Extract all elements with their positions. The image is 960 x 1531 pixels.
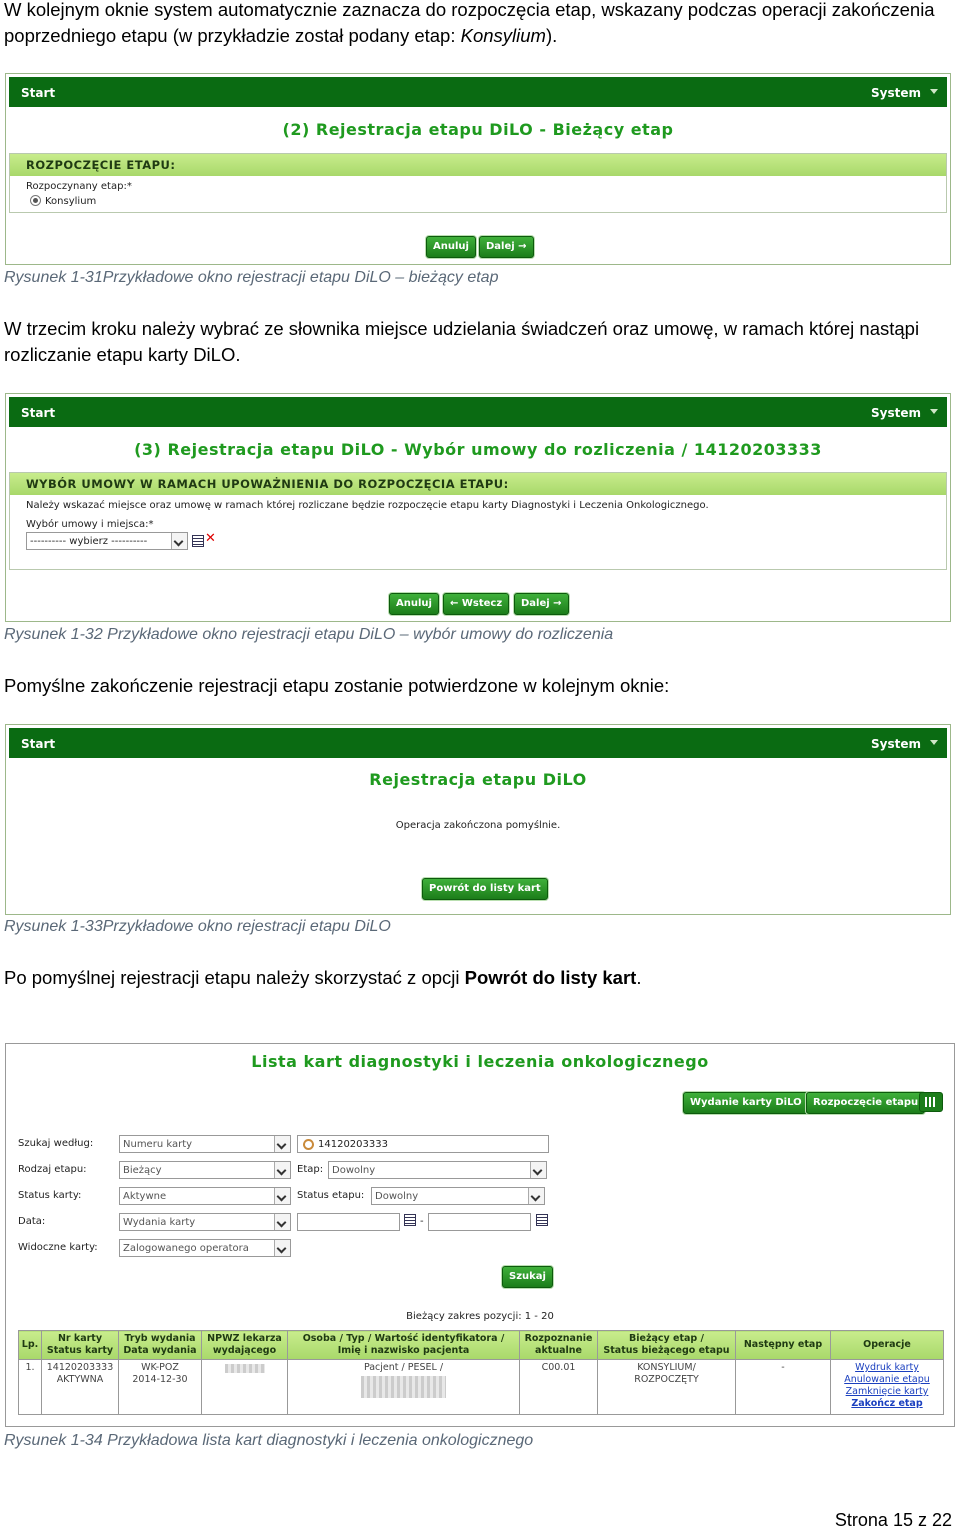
cell-card: 14120203333 AKTYWNA [42,1360,119,1415]
start-menu[interactable]: Start [21,86,56,100]
columns-icon[interactable] [919,1092,943,1112]
card-status-select[interactable]: Aktywne [119,1187,291,1205]
redacted-patient [361,1376,446,1398]
figure-caption: Rysunek 1-34 Przykładowa lista kart diagnostyki i leczenia onkologicznego [4,1432,534,1449]
top-bar [9,728,947,758]
cell-stage: KONSYLIUM/ ROZPOCZĘTY [598,1360,736,1415]
section-header: WYBÓR UMOWY W RAMACH UPOWAŻNIENIA DO ROZPOCZĘCIA ETAPU: [10,473,946,495]
search-by-label: Szukaj według: [18,1138,94,1149]
table-row [19,1360,944,1415]
end-stage-link[interactable]: Zakończ etap [851,1398,923,1409]
cancel-button[interactable]: Anuluj [389,593,439,615]
field-label: Wybór umowy i miejsca:* [26,519,154,530]
section-header: ROZPOCZĘCIE ETAPU: [10,154,946,176]
figure-caption: Rysunek 1-31Przykładowe okno rejestracji etapu DiLO – bieżący etap [4,269,499,286]
window-title: (3) Rejestracja etapu DiLO - Wybór umowy do rozliczenia / 14120203333 [134,440,822,459]
system-menu[interactable]: System [871,406,921,420]
card-table [18,1330,944,1415]
cell-diagnosis: C00.01 [520,1360,598,1415]
cancel-button[interactable]: Anuluj [426,236,476,258]
visible-cards-select[interactable]: Zalogowanego operatora [119,1239,291,1257]
chevron-down-icon[interactable] [930,740,938,745]
redacted-npwz [225,1364,265,1373]
col-next-stage: Następny etap [736,1331,831,1360]
stage-label: Etap: [297,1164,324,1175]
cell-patient: Pacjent / PESEL / [288,1360,520,1415]
range-info: Bieżący zakres pozycji: 1 - 20 [406,1311,554,1322]
print-card-link[interactable]: Wydruk karty [855,1362,919,1373]
system-menu[interactable]: System [871,86,921,100]
figure-caption: Rysunek 1-32 Przykładowe okno rejestracji etapu DiLO – wybór umowy do rozliczenia [4,626,614,643]
start-stage-button[interactable]: Rozpoczęcie etapu [806,1092,925,1114]
col-operations: Operacje [831,1331,944,1360]
col-mode-date: Tryb wydania Data wydania [119,1331,202,1360]
search-icon [303,1139,314,1150]
col-npwz: NPWZ lekarza wydającego [202,1331,288,1360]
date-label: Data: [18,1216,46,1227]
chevron-down-icon[interactable] [930,89,938,94]
stage-type-select[interactable]: Bieżący [119,1161,291,1179]
chevron-down-icon [528,1188,544,1204]
radio-button[interactable] [30,195,41,206]
cell-mode: WK-POZ 2014-12-30 [119,1360,202,1415]
chevron-down-icon [274,1162,290,1178]
chevron-down-icon [274,1188,290,1204]
system-menu[interactable]: System [871,737,921,751]
search-by-select[interactable]: Numeru karty [119,1135,291,1153]
chevron-down-icon [274,1136,290,1152]
chevron-down-icon [274,1214,290,1230]
figure-caption: Rysunek 1-33Przykładowe okno rejestracji etapu DiLO [4,918,391,935]
contract-select[interactable] [26,532,188,550]
window-title: Rejestracja etapu DiLO [369,770,587,789]
paragraph-intro: W kolejnym oknie system automatycznie zaznacza do rozpoczęcia etap, wskazany podczas operacji zakończenia poprzedniego etapu (w przykładzie został podany etap: Konsylium). [4,0,935,46]
cell-next: - [736,1360,831,1415]
calendar-icon[interactable] [404,1214,416,1226]
issue-card-button[interactable]: Wydanie karty DiLO [683,1092,809,1114]
success-message: Operacja zakończona pomyślnie. [395,820,561,831]
screenshot-current-stage [5,73,951,265]
search-button[interactable]: Szukaj [502,1266,553,1288]
paragraph-step3: W trzecim kroku należy wybrać ze słownika miejsce udzielania świadczeń oraz umowę, w ramach której nastąpi rozliczanie etapu karty DiLO. [4,318,920,365]
contract-section [9,472,947,570]
date-type-select[interactable]: Wydania karty [119,1213,291,1231]
screenshot-card-list [5,1043,955,1427]
paragraph-confirmation: Pomyślne zakończenie rejestracji etapu zostanie potwierdzone w kolejnym oknie: [4,675,670,696]
field-label: Rozpoczynany etap:* [26,181,132,192]
radio-dot-icon [33,198,38,203]
cell-npwz [202,1360,288,1415]
table-header-row [19,1331,944,1360]
col-lp: Lp. [19,1331,42,1360]
date-separator: - [420,1216,424,1227]
col-current-stage: Bieżący etap / Status bieżącego etapu [598,1331,736,1360]
date-to-input[interactable] [428,1213,531,1231]
clear-icon[interactable]: ✕ [205,531,216,546]
screenshot-success [5,724,951,915]
back-button[interactable]: ← Wstecz [443,593,509,615]
stage-type-label: Rodzaj etapu: [18,1164,87,1175]
list-icon[interactable] [192,535,204,547]
stage-select[interactable]: Dowolny [328,1161,547,1179]
info-text: Należy wskazać miejsce oraz umowę w ramach której rozliczane będzie rozpoczęcie etapu karty Diagnostyki i Leczenia Onkologicznego. [26,500,709,511]
next-button[interactable]: Dalej → [479,236,534,258]
chevron-down-icon[interactable] [930,409,938,414]
card-status-label: Status karty: [18,1190,82,1201]
stage-status-label: Status etapu: [297,1190,365,1201]
return-to-list-button[interactable]: Powrót do listy kart [422,878,548,900]
visible-cards-label: Widoczne karty: [18,1242,98,1253]
screenshot-contract-selection [5,393,951,622]
window-title: Lista kart diagnostyki i leczenia onkologicznego [251,1052,709,1071]
start-menu[interactable]: Start [21,406,56,420]
page-number: Strona 15 z 22 [834,1510,952,1530]
top-bar [9,397,947,427]
close-card-link[interactable]: Zamknięcie karty [845,1386,929,1397]
col-patient: Osoba / Typ / Wartość identyfikatora / Imię i nazwisko pacjenta [288,1331,520,1360]
date-from-input[interactable] [297,1213,400,1231]
col-diagnosis: Rozpoznanie aktualne [520,1331,598,1360]
cancel-stage-link[interactable]: Anulowanie etapu [844,1374,930,1385]
chevron-down-icon [171,533,187,549]
cell-ops [831,1360,944,1415]
next-button[interactable]: Dalej → [514,593,569,615]
chevron-down-icon [274,1240,290,1256]
select-value: ---------- wybierz ---------- [30,536,148,547]
top-bar [9,77,947,107]
start-menu[interactable]: Start [21,737,56,751]
stage-start-section [9,153,947,213]
stage-status-select[interactable]: Dowolny [371,1187,545,1205]
paragraph-return: Po pomyślnej rejestracji etapu należy skorzystać z opcji Powrót do listy kart. [4,967,642,988]
chevron-down-icon [530,1162,546,1178]
cell-lp: 1. [19,1360,42,1415]
col-card-no: Nr karty Status karty [42,1331,119,1360]
window-title: (2) Rejestracja etapu DiLO - Bieżący etap [282,120,674,139]
search-input[interactable]: 14120203333 [297,1135,549,1153]
calendar-icon[interactable] [536,1214,548,1226]
radio-label: Konsylium [45,196,97,207]
